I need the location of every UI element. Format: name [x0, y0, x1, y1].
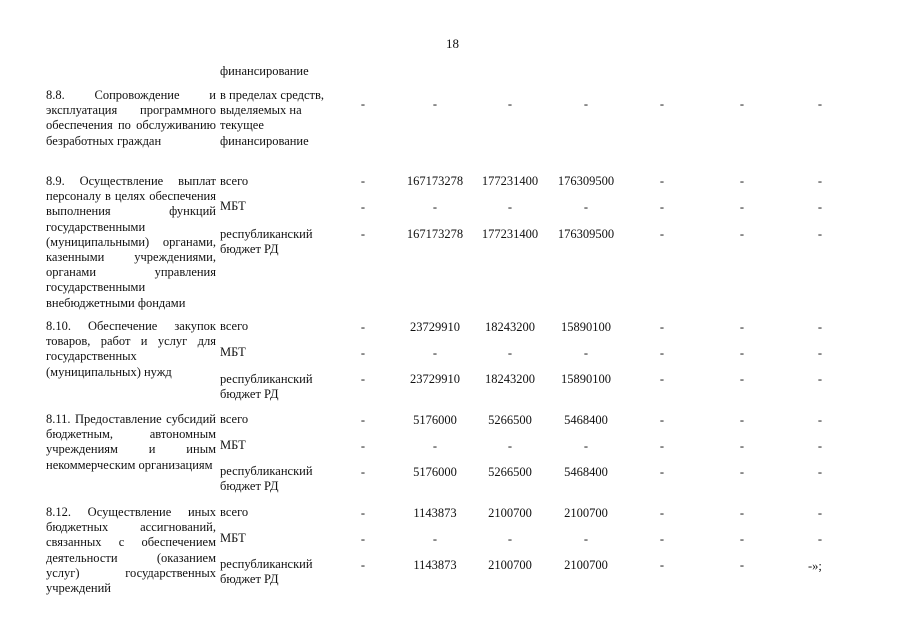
row-8-12-total-v1: - [360, 506, 366, 520]
row-8-12-source-republic: республиканский бюджет РД [220, 557, 313, 587]
row-8-10-source-mbt: МБТ [220, 345, 246, 359]
row-8-10-mbt-v5: - [659, 346, 665, 360]
row-8-11-source-total: всего [220, 412, 249, 426]
row-8-11-total-v6: - [739, 413, 745, 427]
row-8-12-rep-v1: - [360, 558, 366, 572]
row-8-9-rep-v6: - [739, 227, 745, 241]
row-8-10-mbt-v1: - [360, 346, 366, 360]
row-8-9-rep-v4: 176309500 [557, 227, 615, 241]
row-8-8-value-5: - [659, 97, 665, 111]
row-8-9-source-total: всего [220, 174, 249, 188]
row-8-10-total-v2: 23729910 [410, 320, 460, 334]
row-8-10-mbt-v2: - [432, 346, 438, 360]
row-8-12-rep-v4: 2100700 [564, 558, 608, 572]
row-8-9-total-v2: 167173278 [406, 174, 464, 188]
row-8-12-rep-v2: 1143873 [413, 558, 457, 572]
row-8-12-mbt-v7: - [817, 532, 823, 546]
row-8-11-total-v5: - [659, 413, 665, 427]
row-8-11-total-v1: - [360, 413, 366, 427]
row-8-11-description: 8.11. Предоставление субсидий бюджетным, автономным учреждениям и иным некоммерческим организациям [46, 412, 216, 472]
row-8-12-mbt-v3: - [507, 532, 513, 546]
carry-over-text: финансирование [220, 64, 309, 78]
row-8-9-source-republic: республиканский бюджет РД [220, 227, 313, 257]
row-8-12-mbt-v6: - [739, 532, 745, 546]
row-8-10-mbt-v6: - [739, 346, 745, 360]
row-8-12-total-v6: - [739, 506, 745, 520]
row-8-11-mbt-v5: - [659, 439, 665, 453]
row-8-12-source-mbt: МБТ [220, 531, 246, 545]
row-8-10-rep-v7: - [817, 372, 823, 386]
row-8-11-source-republic: республиканский бюджет РД [220, 464, 313, 494]
row-8-12-total-v3: 2100700 [488, 506, 532, 520]
row-8-9-total-v4: 176309500 [557, 174, 615, 188]
row-8-9-total-v5: - [659, 174, 665, 188]
row-8-11-rep-v7: - [817, 465, 823, 479]
row-8-9-mbt-v4: - [583, 200, 589, 214]
row-8-10-rep-v1: - [360, 372, 366, 386]
row-8-9-rep-v7: - [817, 227, 823, 241]
row-8-11-total-v3: 5266500 [488, 413, 532, 427]
row-8-10-description: 8.10. Обеспечение закупок товаров, работ и услуг для государственных (муниципальных) нужд [46, 319, 216, 379]
row-8-9-total-v3: 177231400 [481, 174, 539, 188]
row-8-9-mbt-v2: - [432, 200, 438, 214]
row-8-10-source-total: всего [220, 319, 249, 333]
page-number: 18 [446, 36, 459, 51]
row-8-9-total-v1: - [360, 174, 366, 188]
row-8-10-total-v6: - [739, 320, 745, 334]
row-8-8-value-2: - [432, 97, 438, 111]
row-8-10-total-v4: 15890100 [561, 320, 611, 334]
row-8-8-description: 8.8. Сопровождение и эксплуатация программного обеспечения по обслуживанию безработных граждан [46, 88, 216, 148]
row-8-10-total-v5: - [659, 320, 665, 334]
row-8-10-mbt-v7: - [817, 346, 823, 360]
row-8-8-value-6: - [739, 97, 745, 111]
row-8-10-mbt-v4: - [583, 346, 589, 360]
row-8-12-rep-v6: - [739, 558, 745, 572]
row-8-12-mbt-v2: - [432, 532, 438, 546]
row-8-9-description: 8.9. Осуществление выплат персоналу в целях обеспечения выполнения функций государственными (муниципальными) органами, казенными учреждениями, органами управления государственными внебюджетными фондами [46, 174, 216, 310]
row-8-12-description: 8.12. Осуществление иных бюджетных ассигнований, связанных с обеспечением деятельности (оказанием услуг) государственных учреждений [46, 505, 216, 596]
row-8-11-mbt-v2: - [432, 439, 438, 453]
row-8-10-rep-v6: - [739, 372, 745, 386]
row-8-11-mbt-v4: - [583, 439, 589, 453]
row-8-9-rep-v1: - [360, 227, 366, 241]
row-8-11-mbt-v3: - [507, 439, 513, 453]
row-8-10-rep-v2: 23729910 [410, 372, 460, 386]
row-8-9-rep-v3: 177231400 [481, 227, 539, 241]
row-8-9-total-v6: - [739, 174, 745, 188]
row-8-12-mbt-v4: - [583, 532, 589, 546]
row-8-10-total-v7: - [817, 320, 823, 334]
row-8-9-source-mbt: МБТ [220, 199, 246, 213]
row-8-12-mbt-v5: - [659, 532, 665, 546]
row-8-8-value-4: - [583, 97, 589, 111]
row-8-8-funding: в пределах средств, выделяемых на текущее финансирование [220, 88, 324, 148]
row-8-8-value-7: - [817, 97, 823, 111]
row-8-12-total-v4: 2100700 [564, 506, 608, 520]
row-8-9-mbt-v5: - [659, 200, 665, 214]
row-8-10-rep-v5: - [659, 372, 665, 386]
row-8-10-total-v3: 18243200 [485, 320, 535, 334]
row-8-10-rep-v3: 18243200 [485, 372, 535, 386]
row-8-10-mbt-v3: - [507, 346, 513, 360]
row-8-12-source-total: всего [220, 505, 249, 519]
row-8-11-source-mbt: МБТ [220, 438, 246, 452]
row-8-11-rep-v4: 5468400 [564, 465, 608, 479]
row-8-12-rep-v5: - [659, 558, 665, 572]
row-8-12-total-v7: - [817, 506, 823, 520]
row-8-9-rep-v2: 167173278 [406, 227, 464, 241]
row-8-11-total-v2: 5176000 [413, 413, 457, 427]
row-8-9-mbt-v6: - [739, 200, 745, 214]
row-8-11-rep-v5: - [659, 465, 665, 479]
row-8-10-source-republic: республиканский бюджет РД [220, 372, 313, 402]
row-8-12-total-v2: 1143873 [413, 506, 457, 520]
row-8-9-rep-v5: - [659, 227, 665, 241]
row-8-9-mbt-v1: - [360, 200, 366, 214]
row-8-11-rep-v6: - [739, 465, 745, 479]
row-8-9-mbt-v3: - [507, 200, 513, 214]
row-8-11-mbt-v1: - [360, 439, 366, 453]
row-8-12-total-v5: - [659, 506, 665, 520]
row-8-9-total-v7: - [817, 174, 823, 188]
row-8-11-mbt-v6: - [739, 439, 745, 453]
row-8-10-rep-v4: 15890100 [561, 372, 611, 386]
row-8-12-rep-v7: -»; [808, 559, 822, 573]
row-8-10-total-v1: - [360, 320, 366, 334]
row-8-8-value-3: - [507, 97, 513, 111]
row-8-11-total-v4: 5468400 [564, 413, 608, 427]
row-8-12-rep-v3: 2100700 [488, 558, 532, 572]
row-8-11-rep-v1: - [360, 465, 366, 479]
row-8-11-mbt-v7: - [817, 439, 823, 453]
row-8-11-total-v7: - [817, 413, 823, 427]
row-8-11-rep-v2: 5176000 [413, 465, 457, 479]
row-8-8-value-1: - [360, 97, 366, 111]
row-8-12-mbt-v1: - [360, 532, 366, 546]
row-8-9-mbt-v7: - [817, 200, 823, 214]
row-8-11-rep-v3: 5266500 [488, 465, 532, 479]
